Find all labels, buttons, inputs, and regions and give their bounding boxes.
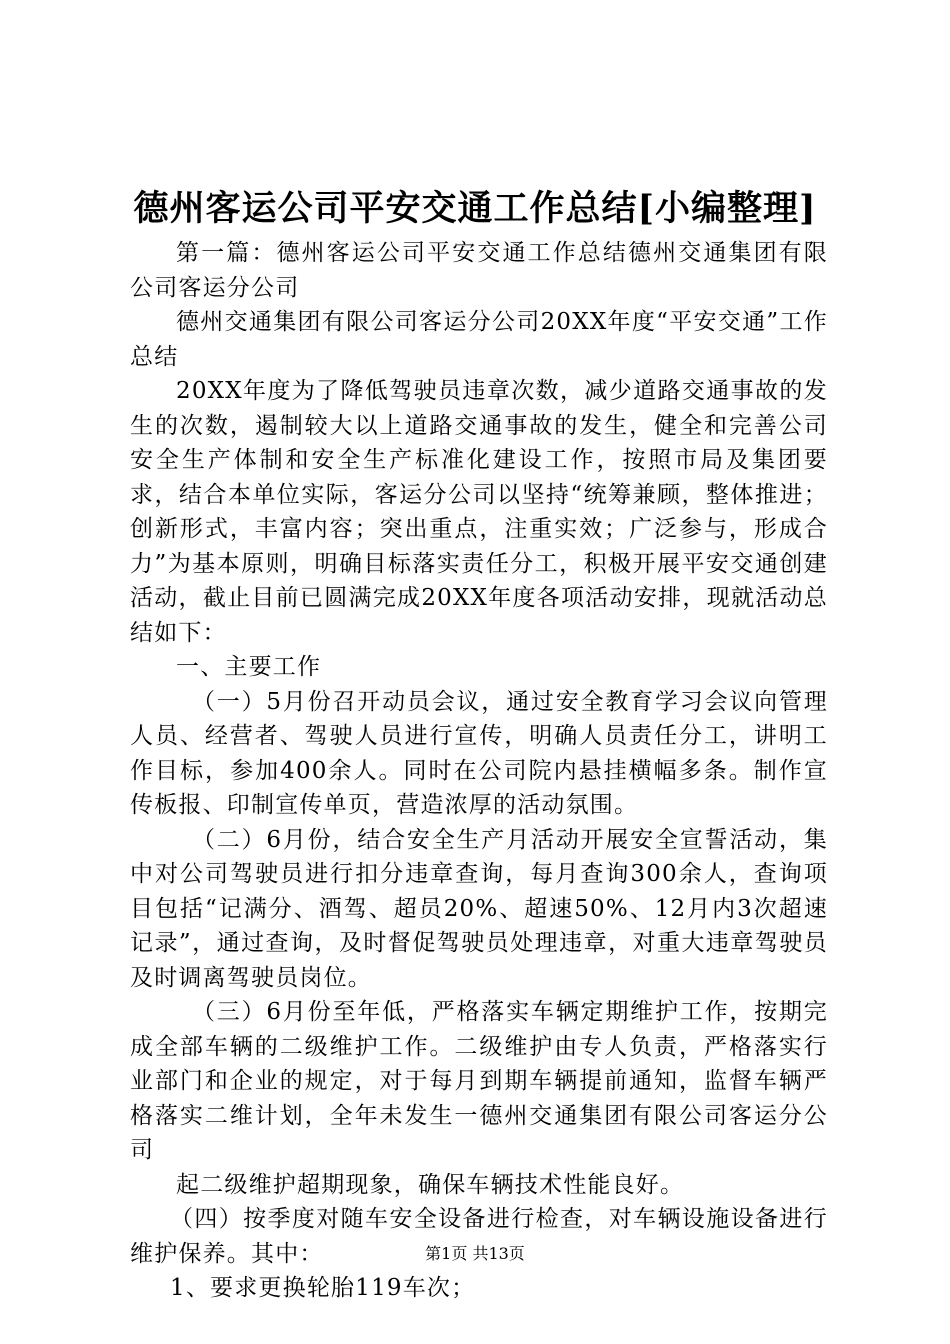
paragraph-item-3: （三）6月份至年低，严格落实车辆定期维护工作，按期完成全部车辆的二级维护工作。二级维护由专人负责，严格落实行业部门和企业的规定，对于每月到期车辆提前通知，监督车辆严格落实二维计划，全年未发生一德州交通集团有限公司客运分公司: [130, 999, 828, 1163]
paragraph-first-article: 第一篇：德州客运公司平安交通工作总结德州交通集团有限公司客运分公司: [130, 240, 828, 301]
document-title: 德州客运公司平安交通工作总结[小编整理]: [133, 188, 817, 229]
document-body: [130, 236, 828, 1306]
paragraph-report-heading: 德州交通集团有限公司客运分公司20XX年度“平安交通”工作总结: [130, 309, 828, 370]
page-footer: 第1页 共13页: [425, 1244, 525, 1263]
paragraph-item-2: （二）6月份，结合安全生产月活动开展安全宣誓活动，集中对公司驾驶员进行扣分违章查询，每月查询300余人，查询项目包括“记满分、酒驾、超员20%、超速50%、12月内3次超速记录”，通过查询，及时督促驾驶员处理违章，对重大违章驾驶员及时调离驾驶员岗位。: [130, 826, 828, 991]
paragraph-subitem-1: 1、要求更换轮胎119车次；: [170, 1275, 476, 1301]
paragraph-intro: 20XX年度为了降低驾驶员违章次数，减少道路交通事故的发生的次数，遏制较大以上道路交通事故的发生，健全和完善公司安全生产体制和安全生产标准化建设工作，按照市局及集团要求，结合本单位实际，客运分公司以坚持“统筹兼顾，整体推进；创新形式，丰富内容；突出重点，注重实效；广泛参与，形成合力”为基本原则，明确目标落实责任分工，积极开展平安交通创建活动，截止目前已圆满完成20XX年度各项活动安排，现就活动总结如下：: [130, 378, 828, 646]
paragraph-item-3-continued: 起二级维护超期现象，确保车辆技术性能良好。: [176, 1171, 685, 1198]
paragraph-item-1: （一）5月份召开动员会议，通过安全教育学习会议向管理人员、经营者、驾驶人员进行宣传，明确人员责任分工，讲明工作目标，参加400余人。同时在公司院内悬挂横幅多条。制作宣传板报、印制宣传单页，营造浓厚的活动氛围。: [130, 688, 828, 818]
paragraph-item-4: （四）按季度对随车安全设备进行检查，对车辆设施设备进行维护保养。其中：: [130, 1206, 828, 1267]
section-heading-main-work: 一、主要工作: [176, 654, 322, 680]
